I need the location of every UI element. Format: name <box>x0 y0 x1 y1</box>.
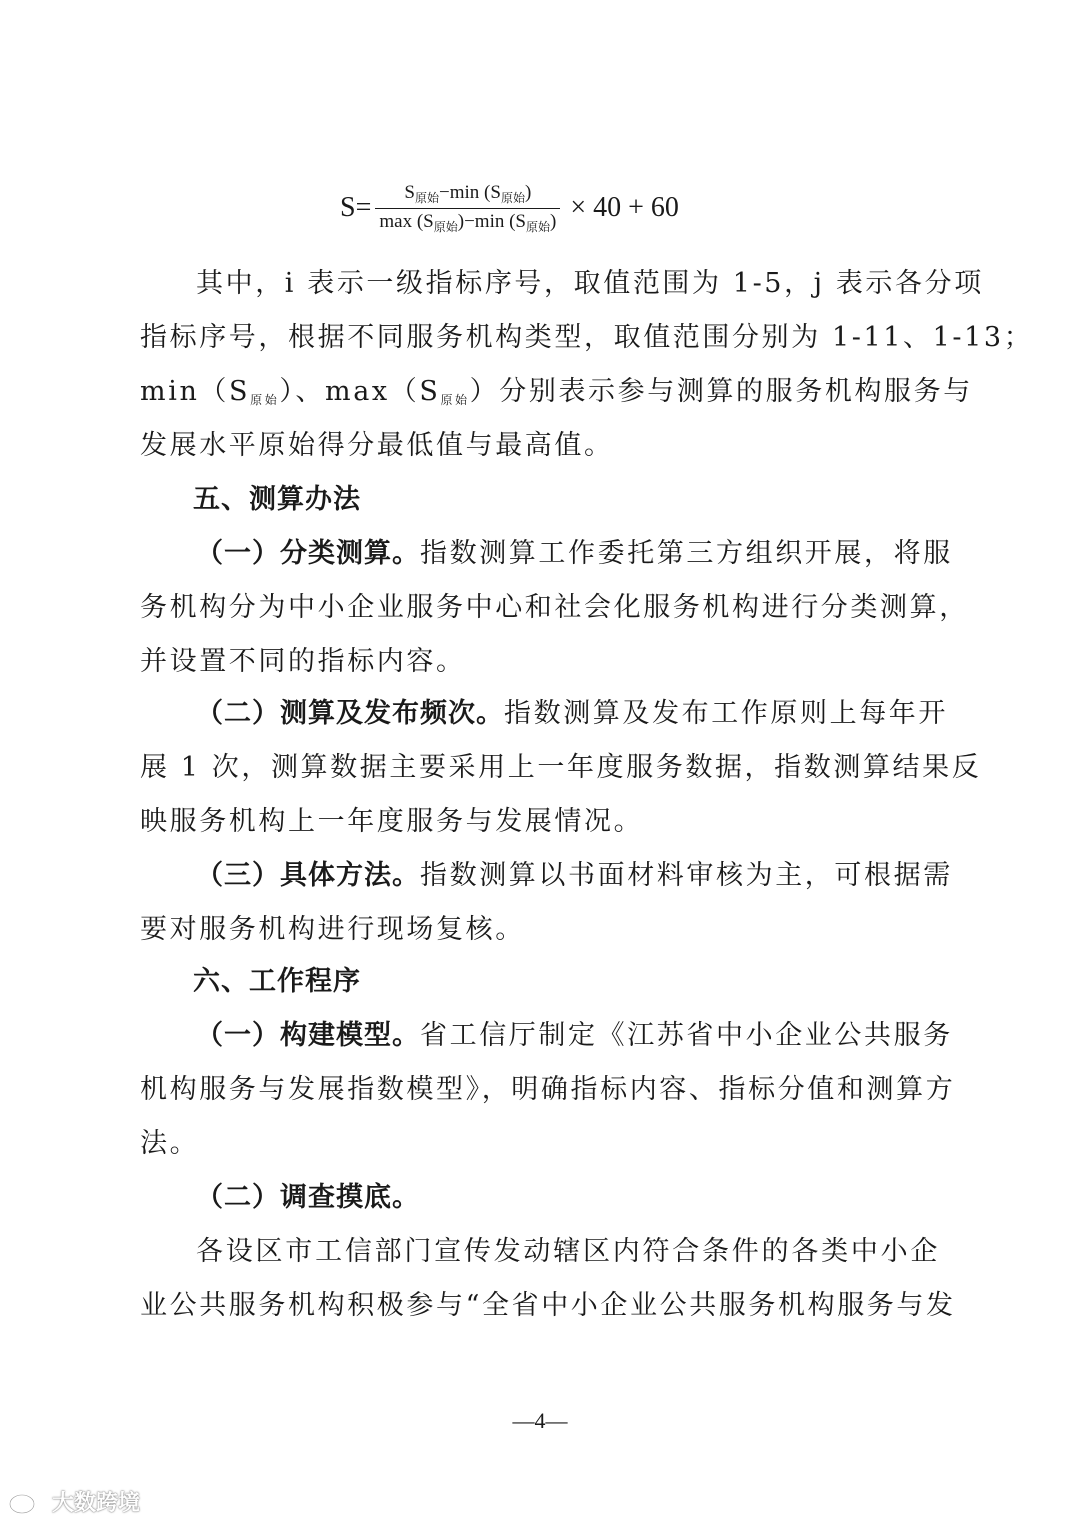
paragraph-line: 展 1 次，测算数据主要采用上一年度服务数据，指数测算结果反 <box>140 752 982 783</box>
paragraph-text: 指数测算以书面材料审核为主，可根据需 <box>420 860 953 891</box>
subsection-heading: （三）具体方法。 <box>196 860 420 891</box>
paragraph-text: 省工信厅制定《江苏省中小企业公共服务 <box>420 1020 953 1051</box>
paragraph-line: 映服务机构上一年度服务与发展情况。 <box>140 806 644 837</box>
subsection-heading: （二）测算及发布频次。 <box>196 698 504 729</box>
paragraph-line: 要对服务机构进行现场复核。 <box>140 914 525 945</box>
formula-fraction <box>375 180 560 237</box>
paragraph-line: 机构服务与发展指数模型》，明确指标内容、指标分值和测算方 <box>140 1074 956 1105</box>
paragraph-text: 指数测算工作委托第三方组织开展，将服 <box>420 538 953 569</box>
paragraph-line: 其中，i 表示一级指标序号，取值范围为 1-5，j 表示各分项 <box>196 268 984 299</box>
paragraph-line <box>196 1016 996 1056</box>
paragraph-line: $\min(S_{原始})$、$\max(S_{原始})$分别表示参与测算的服务机构服务与 <box>140 376 973 407</box>
paragraph-line <box>196 694 996 734</box>
paragraph-line: 指标序号，根据不同服务机构类型，取值范围分别为 1-11、1-13； <box>140 322 1034 353</box>
paragraph-line: 法。 <box>140 1128 200 1159</box>
paragraph-line <box>196 856 996 896</box>
paragraph-line: 各设区市工信部门宣传发动辖区内符合条件的各类中小企 <box>196 1236 940 1267</box>
watermark <box>8 1486 140 1517</box>
formula-numerator: $S_{原始}-\min$ $(S_{原始})$ <box>404 181 532 205</box>
paragraph-line: 发展水平原始得分最低值与最高值。 <box>140 430 614 461</box>
paragraph-line: 并设置不同的指标内容。 <box>140 646 466 677</box>
paragraph-line: 务机构分为中小企业服务中心和社会化服务机构进行分类测算， <box>140 592 969 623</box>
paragraph-line <box>196 534 996 574</box>
page-number: —4— <box>512 1408 568 1433</box>
section-heading-6: 六、工作程序 <box>193 966 361 997</box>
subsection-heading: （一）构建模型。 <box>196 1020 420 1051</box>
paragraph-text: 指数测算及发布工作原则上每年开 <box>504 698 948 729</box>
formula-lhs: S= <box>340 192 372 223</box>
weibo-logo-icon <box>8 1489 48 1515</box>
watermark-text: 大数跨境 <box>52 1491 141 1516</box>
normalization-formula <box>340 168 679 248</box>
formula-denominator: $\max (S_{原始})-\min$ $(S_{原始})$ <box>379 210 557 234</box>
paragraph-line: 业公共服务机构积极参与“全省中小企业公共服务机构服务与发 <box>140 1290 956 1321</box>
formula-rhs: × 40 + 60 <box>570 192 679 223</box>
subsection-heading: （一）分类测算。 <box>196 538 420 569</box>
subsection-heading: （二）调查摸底。 <box>196 1182 420 1213</box>
section-heading-5: 五、测算办法 <box>193 484 361 515</box>
